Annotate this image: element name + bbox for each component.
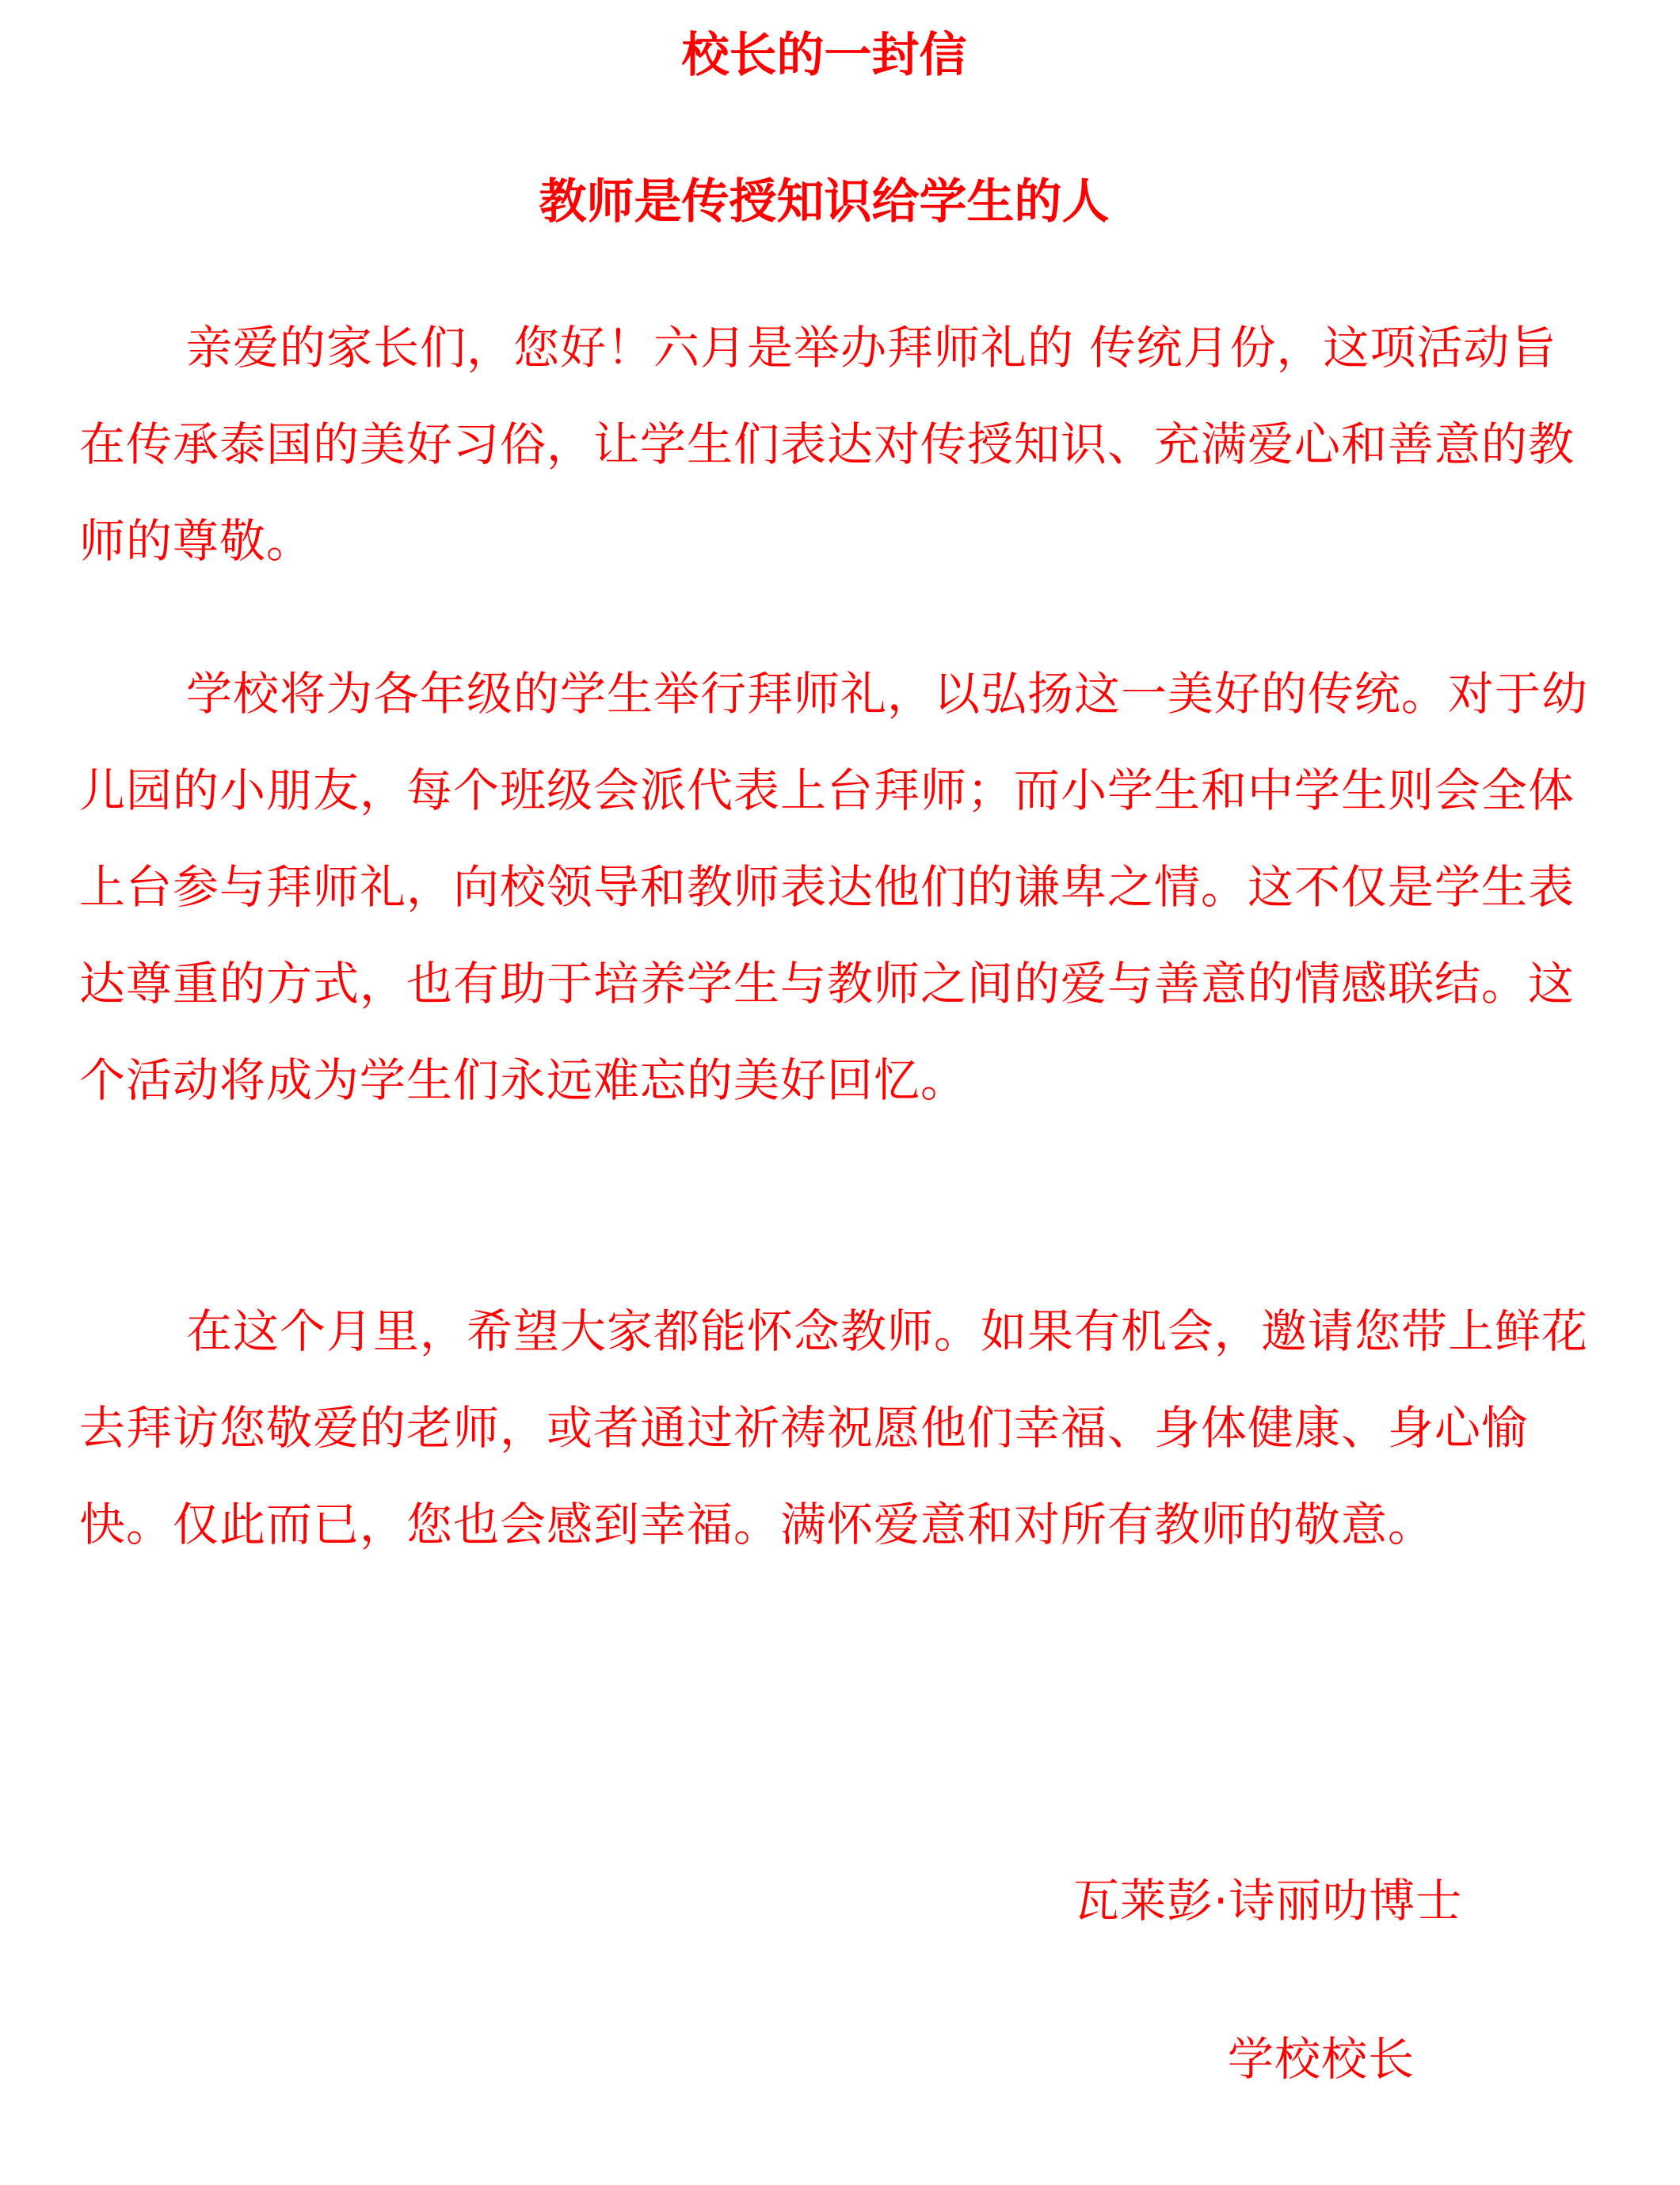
paragraph-closing: 在这个月里，希望大家都能怀念教师。如果有机会，邀请您带上鲜花去拜访您敬爱的老师，或者通过祈祷祝愿他们幸福、身体健康、身心愉快。仅此而已，您也会感到幸福。满怀爱意和对所有教师的敬意。 [79, 1304, 1589, 1551]
paragraph-greeting: 亲爱的家长们，您好！六月是举办拜师礼的 传统月份，这项活动旨在传承泰国的美好习俗，让学生们表达对传授知识、充满爱心和善意的教师的尊敬。 [79, 321, 1575, 568]
paragraph-ceremony: 学校将为各年级的学生举行拜师礼，以弘扬这一美好的传统。对于幼儿园的小朋友，每个班级会派代表上台拜师；而小学生和中学生则会全体上台参与拜师礼，向校领导和教师表达他们的谦卑之情。这不仅是学生表达尊重的方式，也有助于培养学生与教师之间的爱与善意的情感联结。这个活动将成为学生们永远难忘的美好回忆。 [79, 667, 1589, 1107]
letter-title: 校长的一封信 [681, 28, 967, 83]
letter-subtitle: 教师是传授知识给学生的人 [539, 174, 1110, 230]
signature-name: 瓦莱彭·诗丽叻博士 [1073, 1874, 1463, 1928]
signature-title: 学校校长 [1228, 2032, 1415, 2086]
